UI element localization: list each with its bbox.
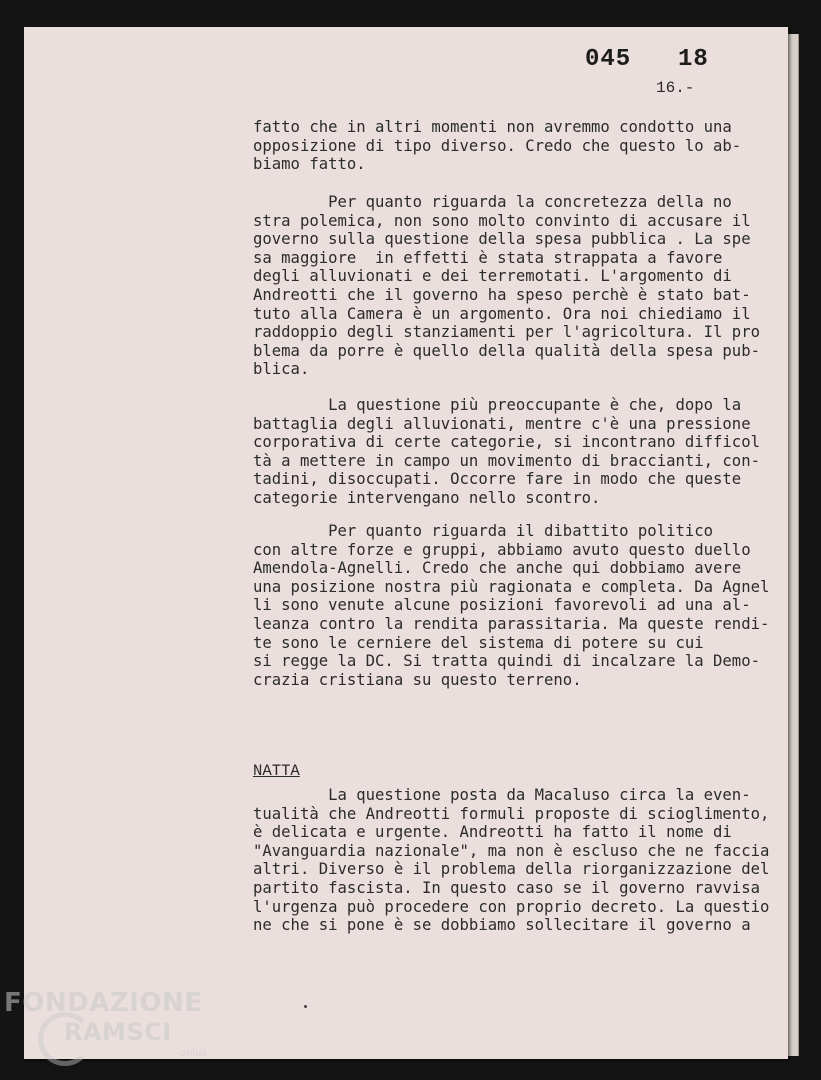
paragraph-1: fatto che in altri momenti non avremmo condotto una opposizione di tipo diverso. Credo che questo lo ab- biamo fatto. [253,118,742,174]
watermark-line2: RAMSCI [64,1018,172,1046]
page-stack-edge [788,34,799,1056]
paragraph-4: Per quanto riguarda il dibattito politico con altre forze e gruppi, abbiamo avuto questo duello Amendola-Agnelli. Credo che anche qui dobbiamo avere una posizione nostra più ragionata e completa. Da Agnel li sono venute alcune posizioni favorevoli ad una al- leanza contro la rendita parassitaria. Ma queste rendi- te sono le cerniere del sistema di potere su cui si regge la DC. Si tratta quindi di incalzare la Demo- crazia cristiana su questo terreno. [253,522,770,689]
watermark-line1: FONDAZIONE [4,988,203,1018]
archive-stamp-folder: 045 [585,46,632,73]
speaker-heading: NATTA [253,762,300,780]
paragraph-natta: La questione posta da Macaluso circa la even- tualità che Andreotti formuli proposte di scioglimento, è delicata e urgente. Andreotti ha fatto il nome di "Avanguardia nazionale", ma non è escluso che ne faccia altri. Diverso è il problema della riorganizzazione del partito fascista. In questo caso se il governo ravvisa l'urgenza può procedere con proprio decreto. La questio ne che si pone è se dobbiamo sollecitare il governo a [253,786,770,935]
paragraph-2: Per quanto riguarda la concretezza della no stra polemica, non sono molto convinto di accusare il governo sulla questione della spesa pubblica . La spe sa maggiore in effetti è stata strappata a favore degli alluvionati e dei terremotati. L'argomento di Andreotti che il governo ha speso perchè è stato bat- tuto alla Camera è un argomento. Ora noi chiediamo il raddoppio degli stanziamenti per l'agricoltura. Il pro blema da porre è quello della qualità della spesa pub- blica. [253,193,760,379]
page-number: 16.- [656,79,695,97]
archive-stamp-sheet: 18 [678,46,709,73]
archive-watermark [4,988,207,1059]
watermark-line3: onlus [180,1048,207,1059]
page-dot [304,1005,307,1008]
paragraph-3: La questione più preoccupante è che, dopo la battaglia degli alluvionati, mentre c'è una pressione corporativa di certe categorie, si incontrano difficol tà a mettere in campo un movimento di braccianti, con- tadini, disoccupati. Occorre fare in modo che queste categorie intervengano nello scontro. [253,396,760,507]
